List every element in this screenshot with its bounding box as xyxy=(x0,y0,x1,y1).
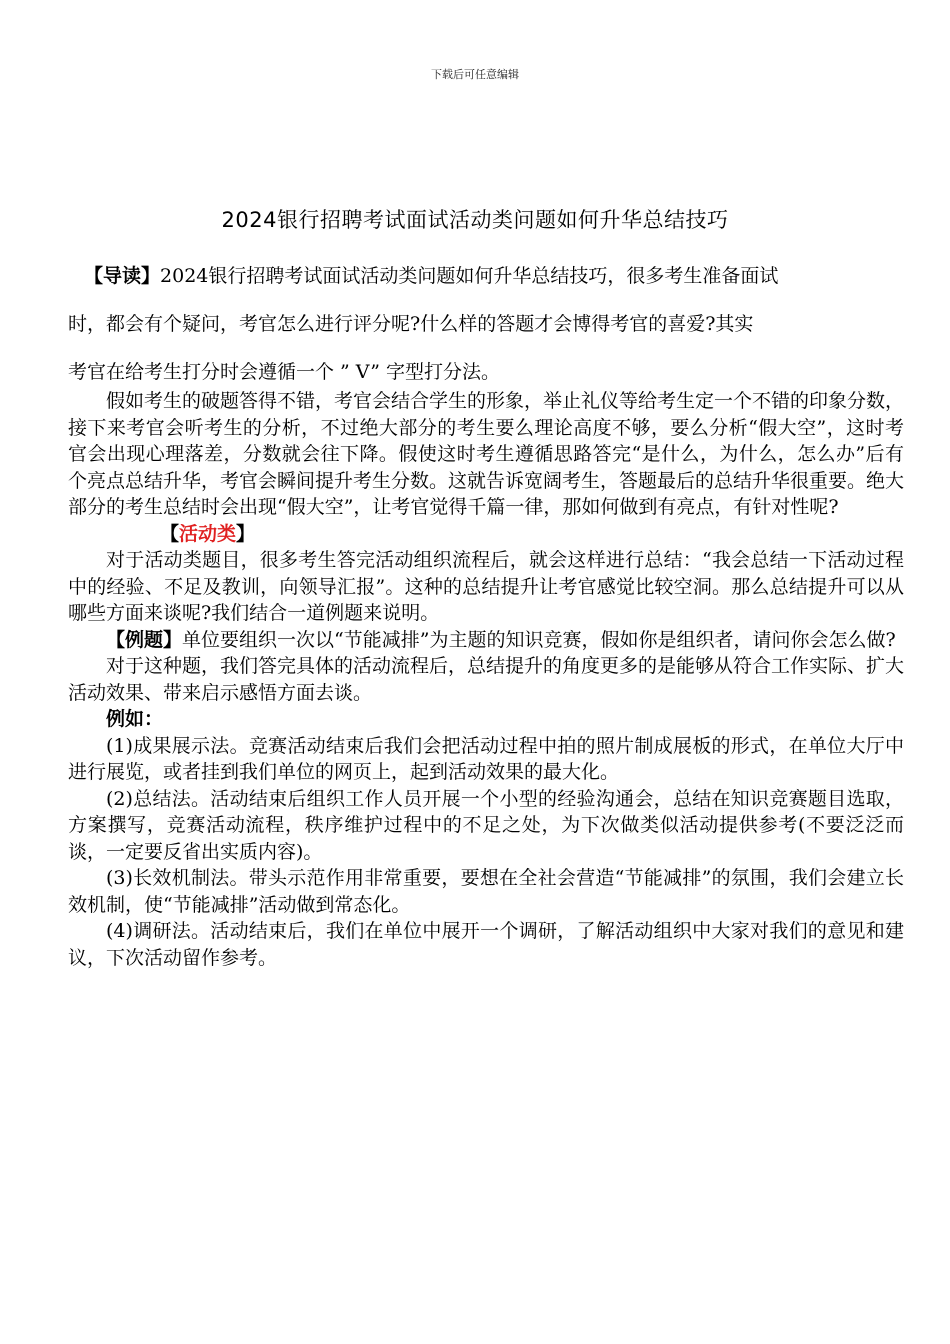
section-heading-activity xyxy=(68,521,904,548)
document-title: 2024银行招聘考试面试活动类问题如何升华总结技巧 xyxy=(221,208,729,232)
example-heading: 例如： xyxy=(106,708,164,730)
intro-line-2: 时，都会有个疑问，考官怎么进行评分呢?什么样的答题才会博得考官的喜爱?其实 xyxy=(68,313,754,335)
intro-line-1 xyxy=(68,252,898,300)
list-item-4: (4)调研法。活动结束后，我们在单位中展开一个调研，了解活动组织中大家对我们的意见和建议，下次活动留作参考。 xyxy=(68,920,904,969)
list-item-3: (3)长效机制法。带头示范作用非常重要，要想在全社会营造“节能减排”的氛围，我们会建立长效机制，使“节能减排”活动做到常态化。 xyxy=(68,867,904,916)
intro-line-1-text: 2024银行招聘考试面试活动类问题如何升华总结技巧，很多考生准备面试 xyxy=(160,265,779,287)
paragraph-answer-angle: 对于这种题，我们答完具体的活动流程后，总结提升的角度更多的是能够从符合工作实际、扩大活动效果、带来启示感悟方面去谈。 xyxy=(68,655,905,704)
example-tag: 【例题】 xyxy=(106,628,183,651)
section-bracket-close: 】 xyxy=(236,522,256,545)
paragraph-activity-intro: 对于活动类题目，很多考生答完活动组织流程后，就会这样进行总结：“我会总结一下活动过程中的经验、不足及教训，向领导汇报”。这种的总结提升让考官感觉比较空洞。那么总结提升可以从哪些方面来谈呢?我们结合一道例题来说明。 xyxy=(68,549,904,624)
document-body xyxy=(68,388,904,971)
paragraph-example-question xyxy=(68,627,904,654)
intro-tag: 【导读】 xyxy=(84,265,161,287)
example-question-text: 单位要组织一次以“节能减排”为主题的知识竞赛，假如你是组织者，请问你会怎么做? xyxy=(182,628,896,651)
list-item-1: (1)成果展示法。竞赛活动结束后我们会把活动过程中拍的照片制成展板的形式，在单位大厅中进行展览，或者挂到我们单位的网页上，起到活动效果的最大化。 xyxy=(68,734,904,783)
intro-line-3: 考官在给考生打分时会遵循一个 ” V” 字型打分法。 xyxy=(68,361,500,383)
paragraph-scoring: 假如考生的破题答得不错，考官会结合学生的形象，举止礼仪等给考生定一个不错的印象分数，接下来考官会听考生的分析，不过绝大部分的考生要么理论高度不够，要么分析“假大空”，这时考官会出现心理落差，分数就会往下降。假使这时考生遵循思路答完“是什么，为什么，怎么办”后有个亮点总结升华，考官会瞬间提升考生分数。这就告诉宽阔考生，答题最后的总结升华很重要。绝大部分的考生总结时会出现“假大空”，让考官觉得千篇一律，那如何做到有亮点，有针对性呢? xyxy=(68,390,905,518)
intro-block xyxy=(68,252,898,396)
section-label: 活动类 xyxy=(179,522,237,545)
page-header-note: 下载后可任意编辑 xyxy=(431,68,519,81)
list-item-2: (2)总结法。活动结束后组织工作人员开展一个小型的经验沟通会，总结在知识竞赛题目选取，方案撰写，竞赛活动流程，秩序维护过程中的不足之处，为下次做类似活动提供参考(不要泛泛而谈，一定要反省出实质内容)。 xyxy=(68,787,904,863)
section-bracket-open: 【 xyxy=(160,522,180,545)
